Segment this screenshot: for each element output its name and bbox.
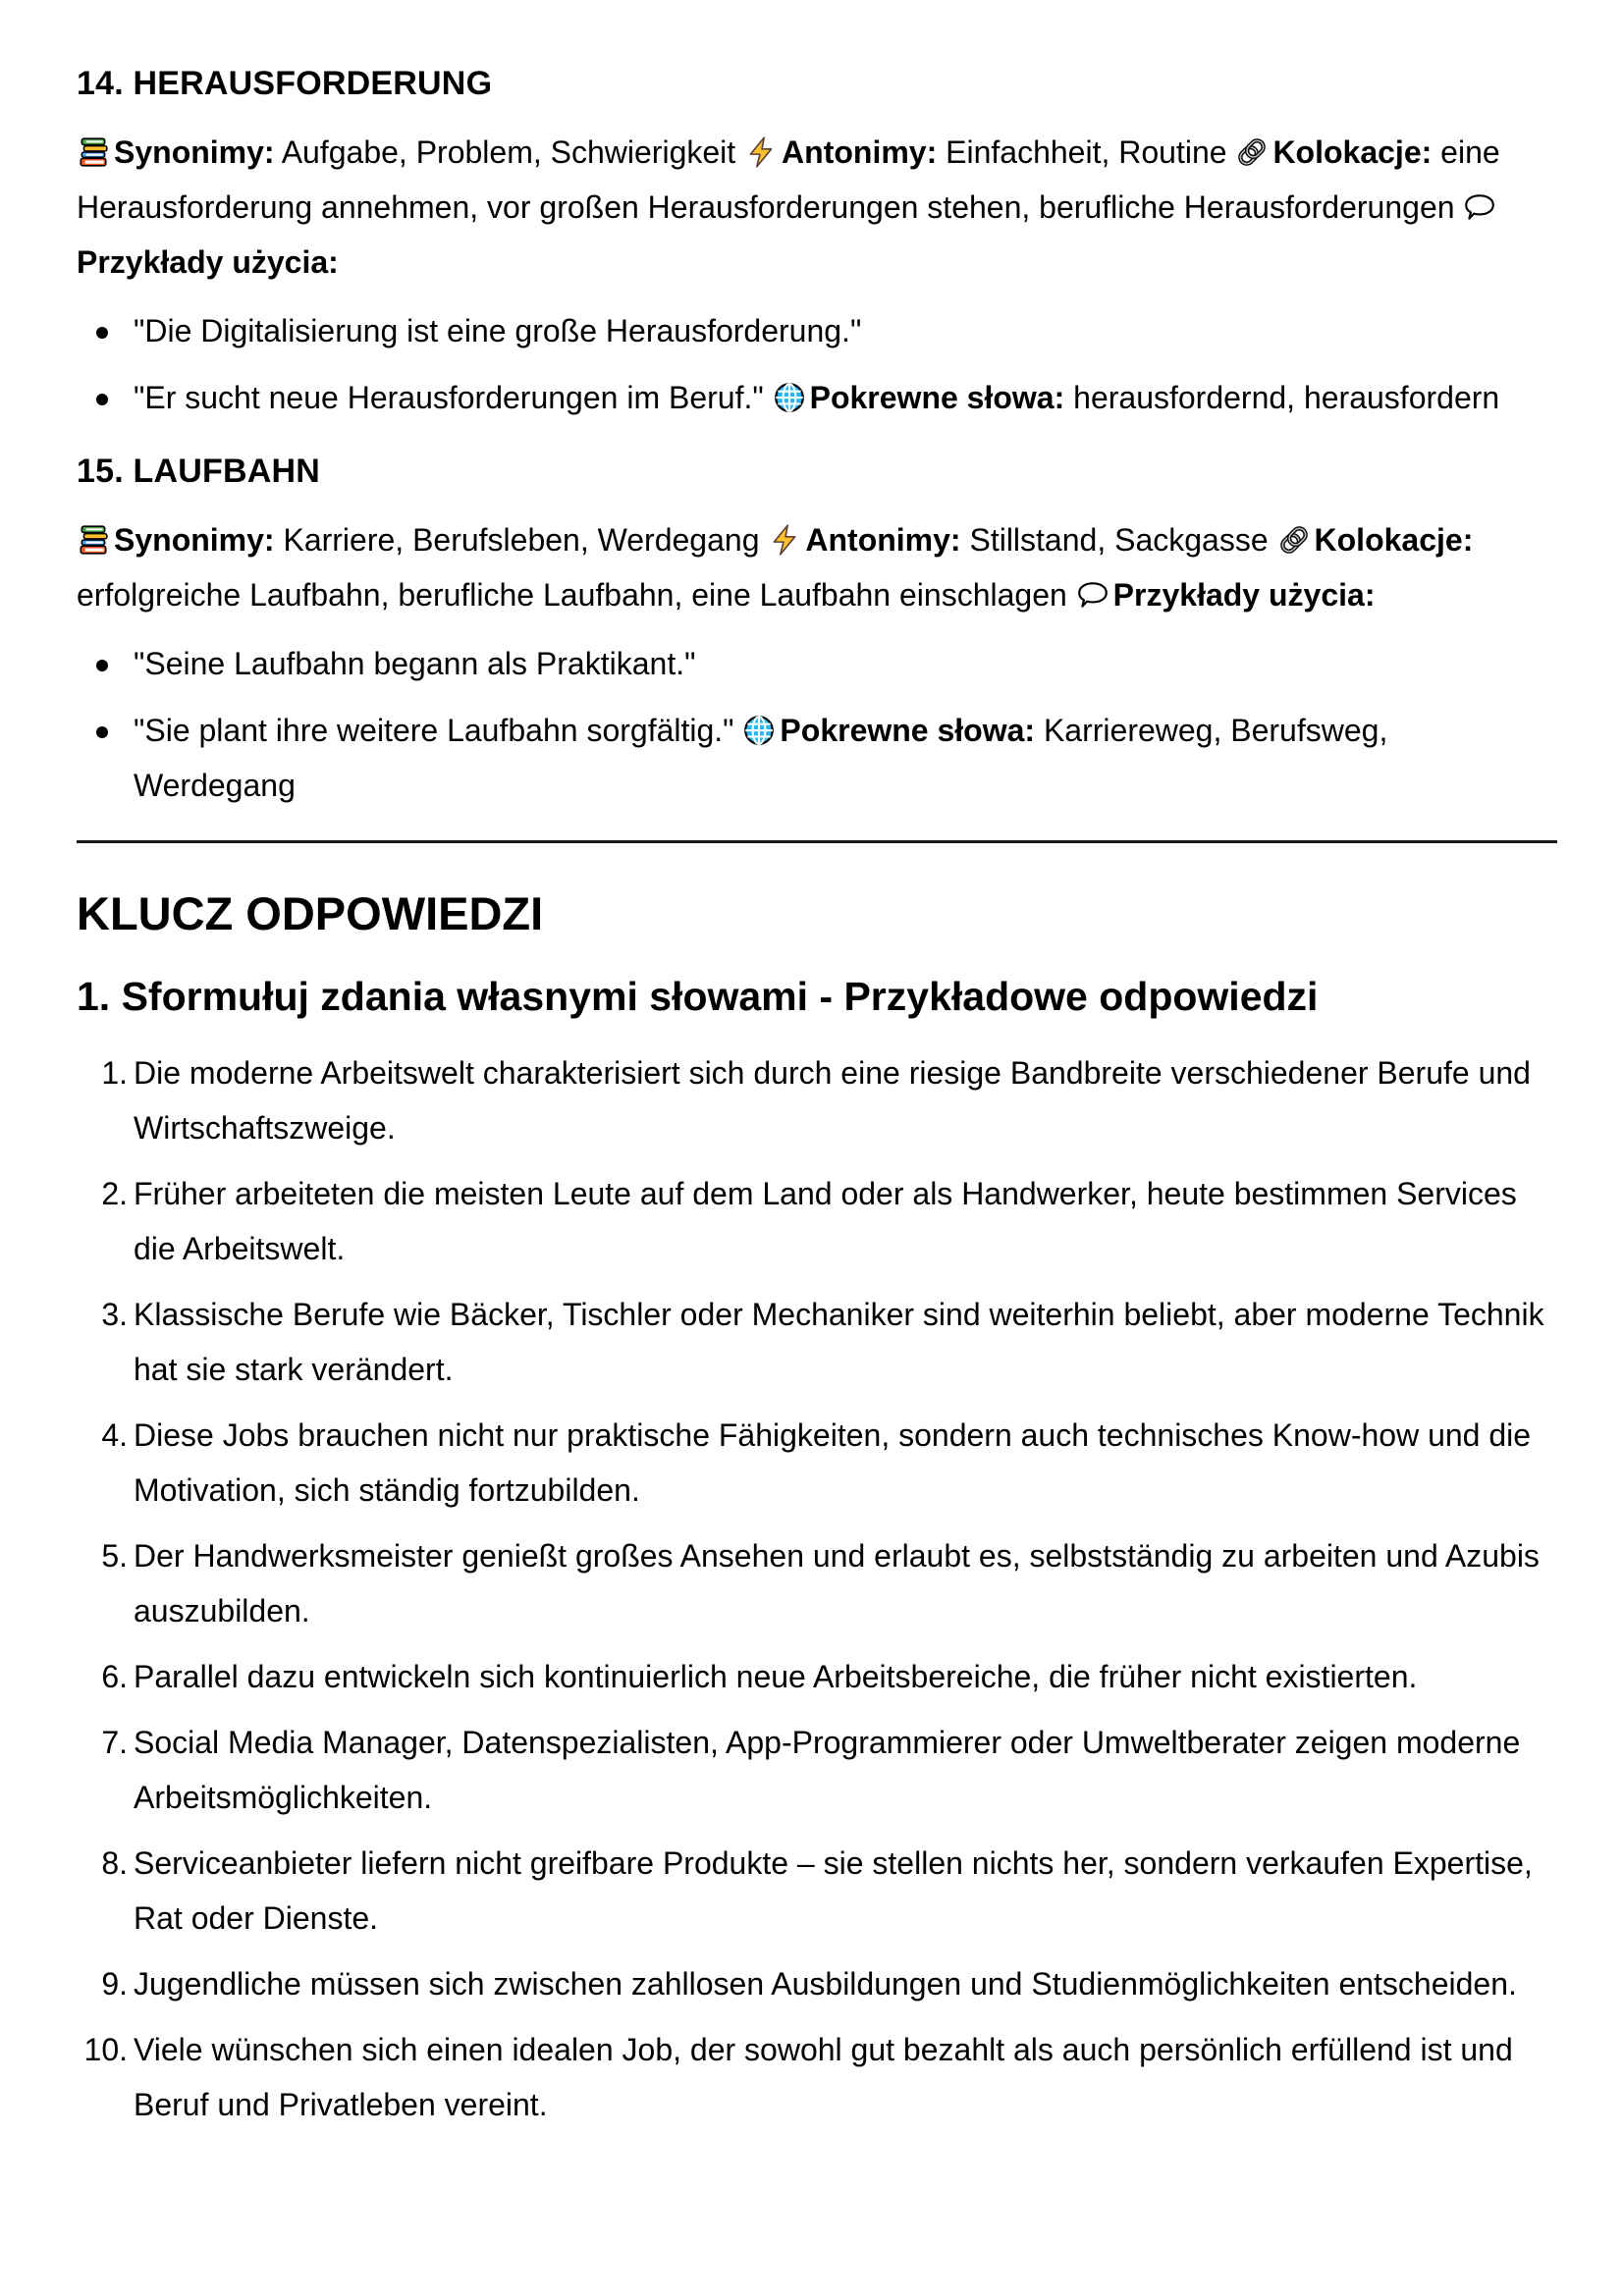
answer-item: 5. Der Handwerksmeister genießt großes Ansehen und erlaubt es, selbstständig zu arbeiten und Azubis auszubilden. <box>101 1538 1540 1629</box>
answer-item: 2. Früher arbeiteten die meisten Leute auf dem Land oder als Handwerker, heute bestimmen Services die Arbeitswelt. <box>101 1176 1517 1266</box>
examples-list <box>77 636 1557 813</box>
entry-title <box>77 453 1557 491</box>
answer-list <box>77 1045 1557 2132</box>
answer-item: 9. Jugendliche müssen sich zwischen zahllosen Ausbildungen und Studienmöglichkeiten entscheiden. <box>101 1966 1517 2002</box>
section-divider <box>77 840 1557 843</box>
lightning-icon <box>768 523 801 557</box>
example-item: "Er sucht neue Herausforderungen im Beruf." Pokrewne słowa: herausfordernd, herausfordern <box>77 370 1557 425</box>
link-icon <box>1277 523 1311 557</box>
speech-bubble-icon <box>1076 578 1109 612</box>
synonyms-text: Aufgabe, Problem, Schwierigkeit <box>281 134 736 170</box>
antonyms-text: Stillstand, Sackgasse <box>969 522 1269 558</box>
vocab-entry-herausforderung <box>77 65 1557 425</box>
entry-details <box>77 512 1557 622</box>
answer-key-subtitle: 1. Sformułuj zdania własnymi słowami - Przykładowe odpowiedzi <box>77 974 1319 1019</box>
synonyms-text: Karriere, Berufsleben, Werdegang <box>283 522 760 558</box>
entry-number: 15. <box>77 453 124 490</box>
speech-bubble-icon <box>1463 190 1496 224</box>
related-text: herausfordernd, herausfordern <box>1073 380 1500 415</box>
answer-item: 6. Parallel dazu entwickeln sich kontinuierlich neue Arbeitsbereiche, die früher nicht existierten. <box>101 1659 1418 1694</box>
antonyms-label: Antonimy: <box>805 522 961 558</box>
globe-icon <box>773 381 806 414</box>
answer-key-title: KLUCZ ODPOWIEDZI <box>77 887 544 939</box>
answer-item: 8. Serviceanbieter liefern nicht greifbare Produkte – sie stellen nichts her, sondern verkaufen Expertise, Rat oder Dienste. <box>101 1845 1533 1936</box>
examples-list <box>77 303 1557 425</box>
books-icon <box>77 523 110 557</box>
books-icon <box>77 135 110 169</box>
synonyms-label: Synonimy: <box>114 522 275 558</box>
answer-item: 7. Social Media Manager, Datenspezialisten, App-Programmierer oder Umweltberater zeigen moderne Arbeitsmöglichkeiten. <box>101 1725 1521 1815</box>
lightning-icon <box>744 135 778 169</box>
antonyms-label: Antonimy: <box>782 134 938 170</box>
collocations-label: Kolokacje: <box>1314 522 1474 558</box>
examples-label: Przykłady użycia: <box>1112 577 1376 613</box>
answer-item: 4. Diese Jobs brauchen nicht nur praktische Fähigkeiten, sondern auch technisches Know-how und die Motivation, sich ständig fortzubilden. <box>101 1417 1532 1508</box>
collocations-text: eine Herausforderung annehmen, vor großen Herausforderungen stehen, berufliche Herausforderungen <box>77 134 1500 225</box>
related-label: Pokrewne słowa: <box>780 713 1036 748</box>
example-item: "Sie plant ihre weitere Laufbahn sorgfältig." Pokrewne słowa: Karriereweg, Berufsweg, Werdegang <box>77 703 1557 813</box>
synonyms-label: Synonimy: <box>114 134 275 170</box>
collocations-text: erfolgreiche Laufbahn, berufliche Laufbahn, eine Laufbahn einschlagen <box>77 577 1067 613</box>
antonyms-text: Einfachheit, Routine <box>946 134 1227 170</box>
collocations-label: Kolokacje: <box>1272 134 1433 170</box>
entry-title <box>77 65 1557 103</box>
example-item: "Die Digitalisierung ist eine große Herausforderung." <box>77 303 1557 358</box>
answer-item: 3. Klassische Berufe wie Bäcker, Tischler oder Mechaniker sind weiterhin beliebt, aber moderne Technik hat sie stark verändert. <box>101 1297 1544 1387</box>
link-icon <box>1235 135 1269 169</box>
entry-word: HERAUSFORDERUNG <box>133 65 493 102</box>
related-label: Pokrewne słowa: <box>809 380 1065 415</box>
globe-icon <box>742 714 776 747</box>
examples-label: Przykłady użycia: <box>77 244 339 280</box>
entry-number: 14. <box>77 65 124 102</box>
related-text: Karriereweg, Berufsweg, Werdegang <box>134 713 1388 803</box>
vocab-entry-laufbahn <box>77 453 1557 813</box>
answer-item: 10. Viele wünschen sich einen idealen Job, der sowohl gut bezahlt als auch persönlich erfüllend ist und Beruf und Privatleben vereint. <box>83 2032 1513 2122</box>
answer-item: 1. Die moderne Arbeitswelt charakterisiert sich durch eine riesige Bandbreite verschiedener Berufe und Wirtschaftszweige. <box>101 1055 1531 1146</box>
example-item: "Seine Laufbahn begann als Praktikant." <box>77 636 1557 691</box>
entry-word: LAUFBAHN <box>133 453 320 490</box>
entry-details <box>77 125 1557 290</box>
answer-key-section <box>77 886 1557 2132</box>
